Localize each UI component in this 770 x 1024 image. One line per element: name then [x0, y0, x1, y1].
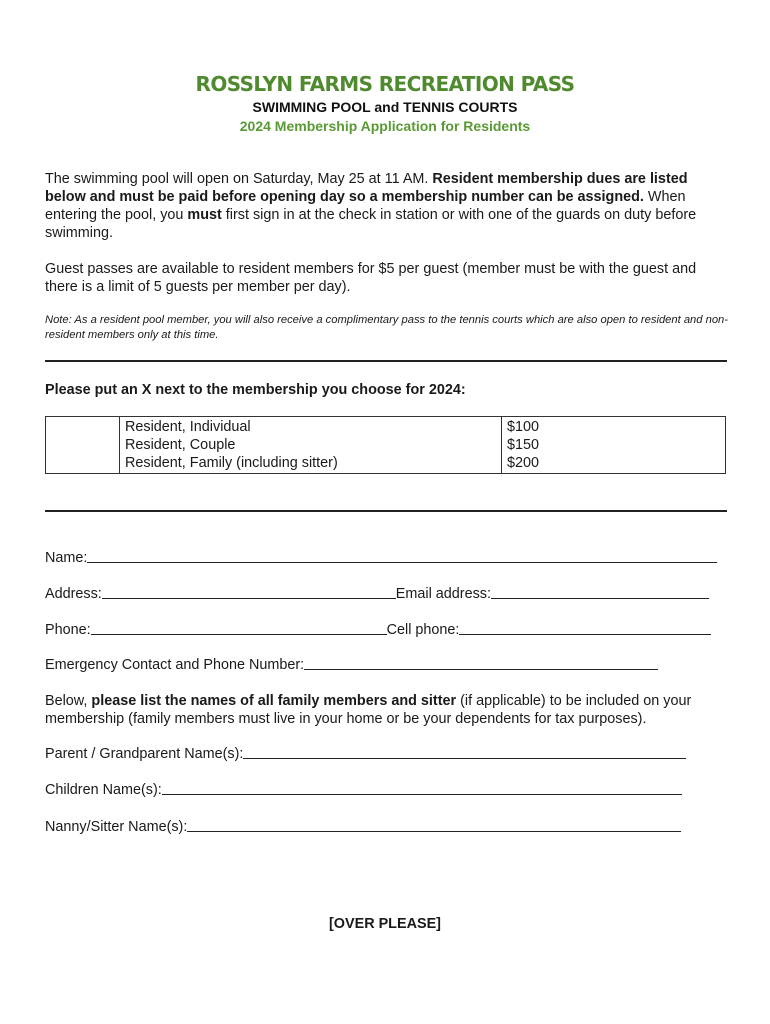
name-field: [45, 548, 717, 566]
family-list-instruction: please list the names of all family members and sitter: [91, 693, 457, 709]
family-detail-text: (if applicable) to be included on your membership (family members must live in your home or be your dependents for tax purposes).: [45, 693, 692, 727]
parent-names-row: [45, 744, 686, 762]
section-divider: [45, 510, 727, 512]
membership-choice-cell[interactable]: [46, 417, 120, 474]
parent-names-input-line[interactable]: [243, 744, 686, 759]
membership-table-row: [46, 417, 726, 474]
sign-in-text: first sign in at the check in station or with one of the guards on duty before swimming.: [45, 207, 697, 241]
nanny-names-input-line[interactable]: [187, 817, 681, 832]
dues-notice: Resident membership dues are listed below and must be paid before opening day so a membership number can be assigned.: [45, 171, 688, 205]
name-label: Name:: [45, 550, 88, 566]
application-year-heading: 2024 Membership Application for Residents: [239, 118, 531, 134]
membership-option-price: $200: [507, 455, 540, 471]
children-names-input-line[interactable]: [162, 780, 682, 795]
name-input-line[interactable]: [87, 548, 717, 563]
must-emphasis: must: [187, 207, 222, 223]
email-label: Email address:: [395, 586, 491, 602]
membership-instruction: Please put an X next to the membership you choose for 2024:: [45, 382, 466, 398]
emergency-contact-label: Emergency Contact and Phone Number:: [45, 657, 305, 673]
children-names-label: Children Name(s):: [45, 782, 162, 798]
address-input-line[interactable]: [102, 584, 396, 599]
tennis-note: Note: As a resident pool member, you will also receive a complimentary pass to the tennis courts which are also open to resident and non-resident members only at this time.: [45, 314, 728, 341]
over-please-notice: [OVER PLEASE]: [329, 916, 441, 932]
email-input-line[interactable]: [491, 584, 709, 599]
opening-text: The swimming pool will open on Saturday, May 25 at 11 AM.: [45, 171, 433, 187]
membership-option-label: Resident, Couple: [125, 437, 236, 453]
emergency-contact-input-line[interactable]: [304, 655, 658, 670]
phone-input-line[interactable]: [91, 620, 387, 635]
children-names-row: [45, 780, 682, 798]
membership-option-price: $150: [507, 437, 540, 453]
emergency-contact-row: [45, 655, 658, 673]
parent-names-label: Parent / Grandparent Name(s):: [45, 746, 244, 762]
phone-row: [45, 620, 711, 638]
cell-phone-input-line[interactable]: [459, 620, 711, 635]
guest-pass-paragraph: Guest passes are available to resident members for $5 per guest (member must be with the guest and there is a limit of 5 guests per member per day).: [45, 261, 697, 295]
pool-opening-paragraph: [45, 170, 730, 242]
family-intro-text: Below,: [45, 693, 92, 709]
page-subtitle: SWIMMING POOL and TENNIS COURTS: [252, 99, 518, 115]
membership-option-label: Resident, Individual: [125, 419, 251, 435]
membership-option-price: $100: [507, 419, 540, 435]
nanny-names-row: [45, 817, 681, 835]
address-label: Address:: [45, 586, 102, 602]
cell-phone-label: Cell phone:: [386, 622, 460, 638]
address-row: [45, 584, 709, 602]
family-members-paragraph: [45, 692, 730, 728]
membership-option-label: Resident, Family (including sitter): [125, 455, 338, 471]
phone-label: Phone:: [45, 622, 91, 638]
membership-type-cell: [120, 417, 502, 474]
nanny-names-label: Nanny/Sitter Name(s):: [45, 819, 188, 835]
section-divider: [45, 360, 727, 362]
entry-text: When entering the pool, you: [45, 189, 686, 223]
page-title: ROSSLYN FARMS RECREATION PASS: [195, 72, 575, 96]
membership-table: [45, 416, 726, 474]
membership-price-cell: [502, 417, 726, 474]
